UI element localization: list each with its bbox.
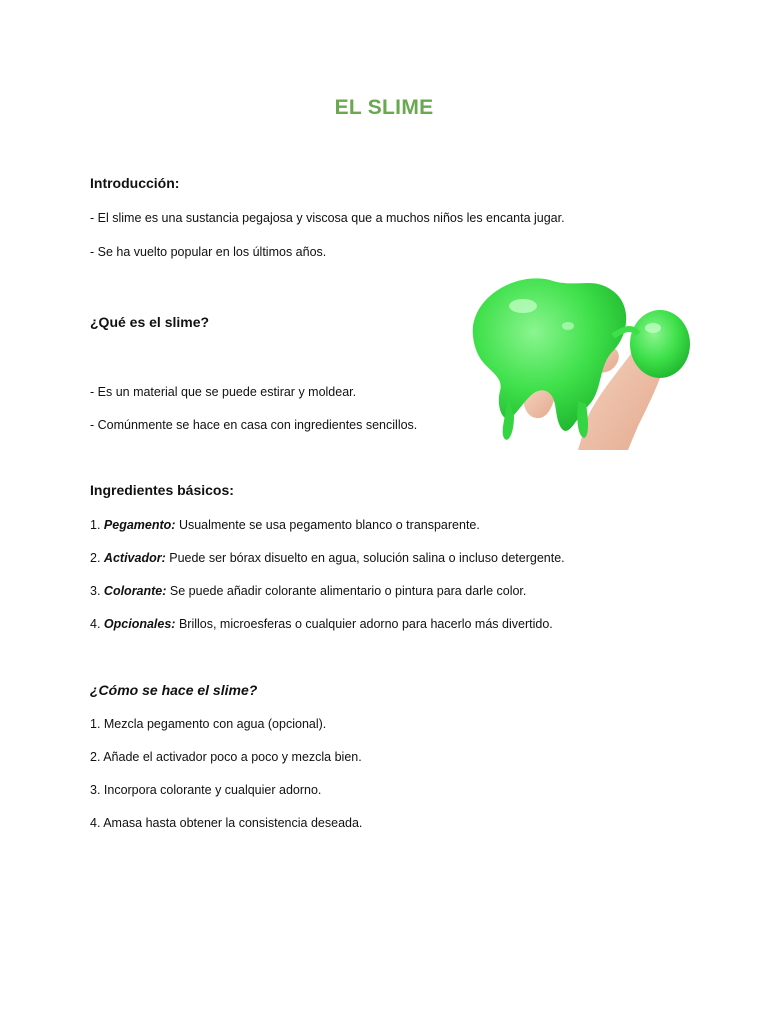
ingredient-item <box>90 617 553 631</box>
heading-howto: ¿Cómo se hace el slime? <box>90 682 258 698</box>
howto-step-4: 4. Amasa hasta obtener la consistencia deseada. <box>90 816 363 830</box>
ingredient-term: Colorante: <box>103 584 167 598</box>
intro-line-1: - El slime es una sustancia pegajosa y viscosa que a muchos niños les encanta jugar. <box>90 211 565 225</box>
ingredient-text: Usualmente se usa pegamento blanco o transparente. <box>178 518 480 532</box>
ingredient-term: Activador: <box>103 551 166 565</box>
ingredient-item <box>90 584 526 598</box>
howto-step-1: 1. Mezcla pegamento con agua (opcional). <box>90 717 327 731</box>
slime-hand-photo <box>428 266 744 450</box>
ingredient-number: 1. <box>90 518 101 532</box>
heading-what: ¿Qué es el slime? <box>90 314 210 330</box>
ingredient-number: 4. <box>90 617 101 631</box>
ingredient-number: 2. <box>90 551 101 565</box>
what-line-1: - Es un material que se puede estirar y moldear. <box>90 385 357 399</box>
ingredient-text: Se puede añadir colorante alimentario o pintura para darle color. <box>169 584 527 598</box>
intro-line-2: - Se ha vuelto popular en los últimos años. <box>90 245 327 259</box>
ingredient-term: Pegamento: <box>103 518 176 532</box>
slime-hand-illustration <box>428 266 744 450</box>
ingredient-item <box>90 551 565 565</box>
ingredient-item <box>90 518 480 532</box>
ingredient-number: 3. <box>90 584 101 598</box>
heading-intro: Introducción: <box>90 175 180 191</box>
heading-ingredients: Ingredientes básicos: <box>90 482 234 498</box>
ingredient-text: Brillos, microesferas o cualquier adorno para hacerlo más divertido. <box>178 617 553 631</box>
ingredient-text: Puede ser bórax disuelto en agua, solución salina o incluso detergente. <box>169 551 565 565</box>
howto-step-2: 2. Añade el activador poco a poco y mezcla bien. <box>90 750 362 764</box>
document-title: EL SLIME <box>334 96 434 119</box>
what-line-2: - Comúnmente se hace en casa con ingredientes sencillos. <box>90 418 418 432</box>
howto-step-3: 3. Incorpora colorante y cualquier adorno. <box>90 783 322 797</box>
ingredient-term: Opcionales: <box>103 617 176 631</box>
